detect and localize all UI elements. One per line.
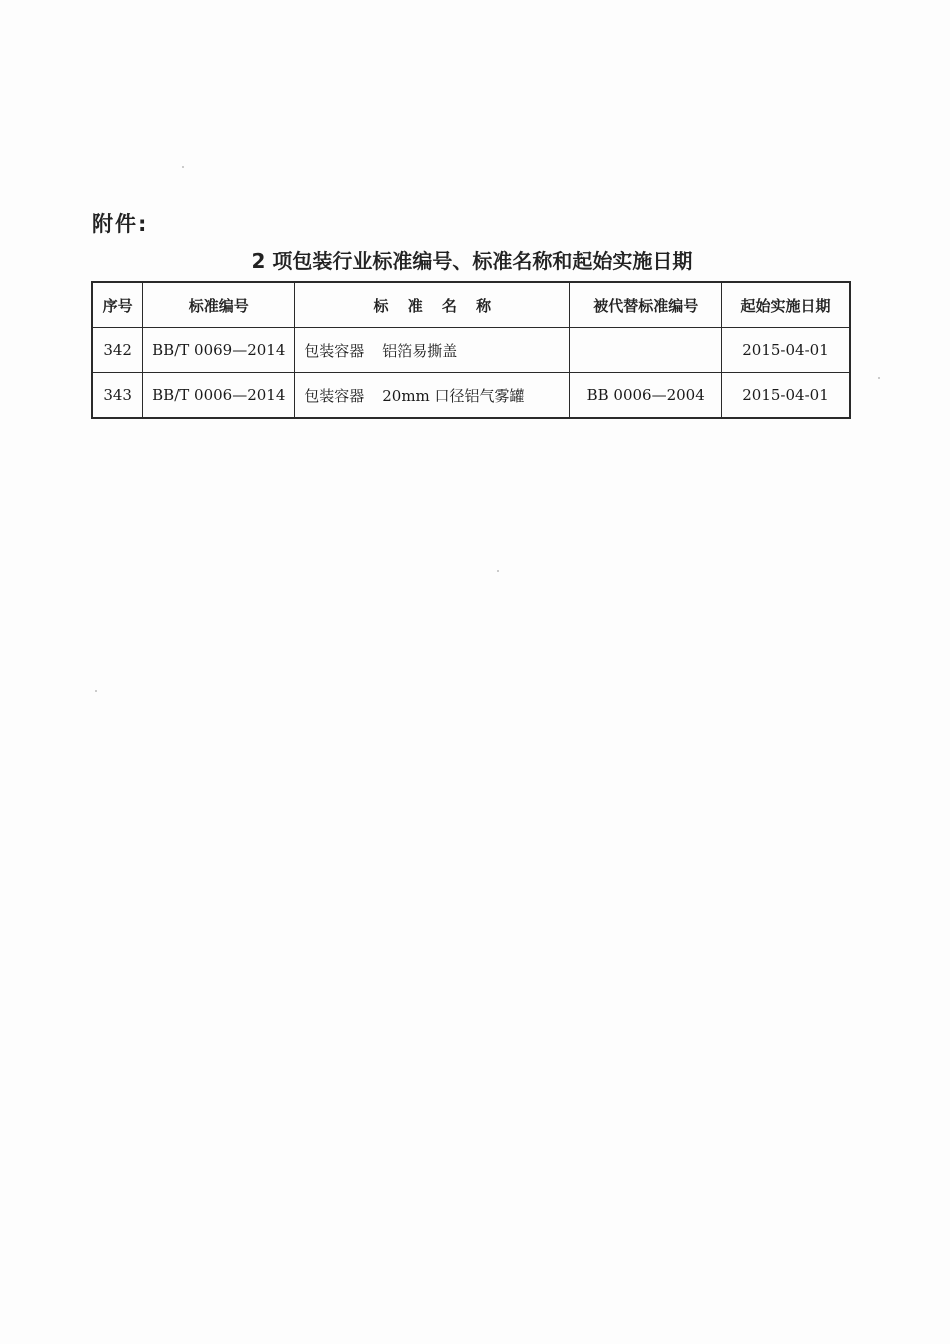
row-category: 包装容器 xyxy=(304,341,365,360)
row-index: 342 xyxy=(92,328,143,373)
row-standard-number: BB/T 0069—2014 xyxy=(143,328,295,373)
row-index: 343 xyxy=(92,373,143,419)
header-standard-name: 标 准 名 称 xyxy=(295,282,570,328)
scan-speck xyxy=(878,377,880,379)
attachment-label: 附件: xyxy=(92,212,149,236)
row-replaced-standard xyxy=(570,328,722,373)
row-standard-name xyxy=(295,328,570,373)
table-row xyxy=(92,373,850,419)
scan-speck xyxy=(95,690,97,692)
page-title: 2 项包装行业标准编号、标准名称和起始实施日期 xyxy=(251,249,693,273)
table-row xyxy=(92,328,850,373)
header-start-date: 起始实施日期 xyxy=(721,282,850,328)
header-index: 序号 xyxy=(92,282,143,328)
row-standard-name xyxy=(295,373,570,419)
row-standard-number: BB/T 0006—2014 xyxy=(143,373,295,419)
table-header-row xyxy=(92,282,850,328)
scan-speck xyxy=(182,166,184,168)
standards-table xyxy=(91,281,851,419)
row-start-date: 2015-04-01 xyxy=(721,328,850,373)
scan-speck xyxy=(497,570,499,572)
row-category: 包装容器 xyxy=(304,386,365,405)
header-replaced-standard: 被代替标准编号 xyxy=(570,282,722,328)
row-replaced-standard: BB 0006—2004 xyxy=(570,373,722,419)
row-name: 20mm 口径铝气雾罐 xyxy=(382,386,525,405)
row-name: 铝箔易撕盖 xyxy=(382,341,458,360)
header-standard-number: 标准编号 xyxy=(143,282,295,328)
row-start-date: 2015-04-01 xyxy=(721,373,850,419)
